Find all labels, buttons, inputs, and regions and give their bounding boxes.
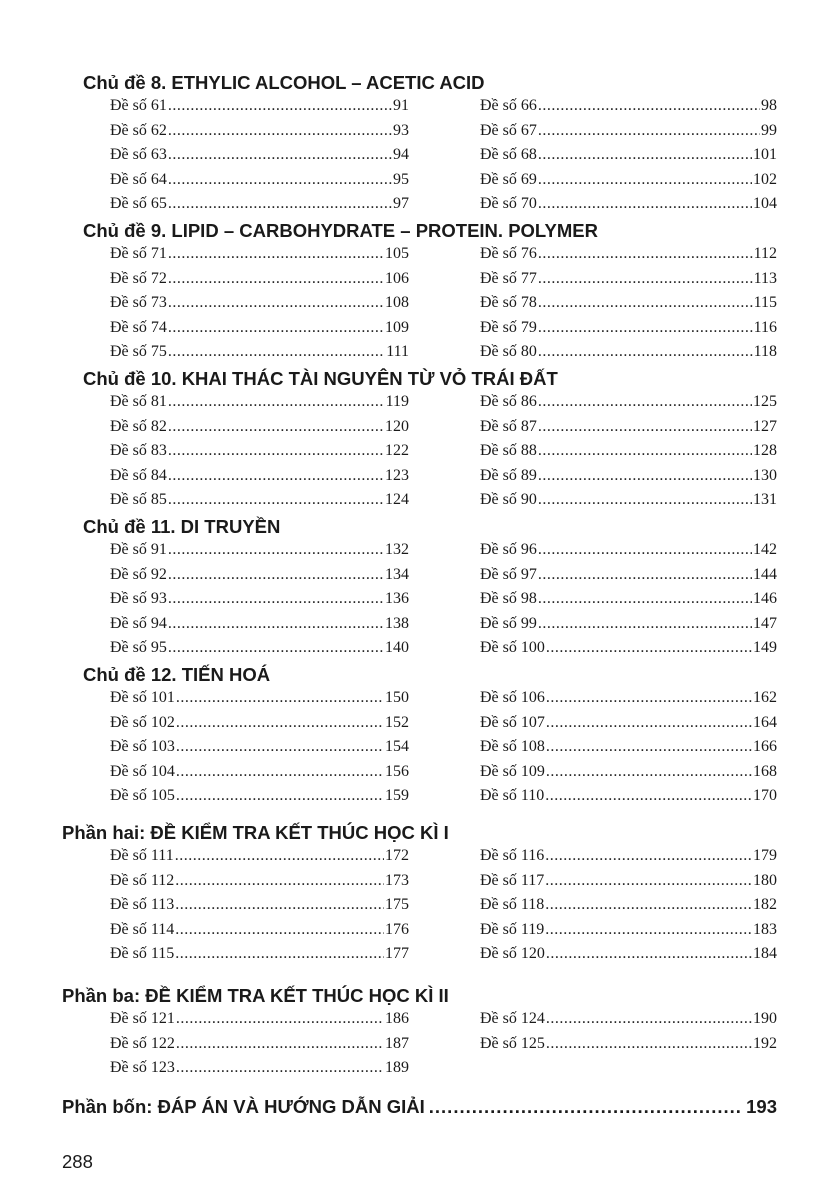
toc-entry[interactable]	[480, 893, 777, 917]
entry-page: 170	[753, 787, 777, 805]
dot-leader	[546, 760, 752, 784]
entry-page: 125	[753, 393, 777, 410]
toc-entry[interactable]	[480, 686, 777, 710]
entry-page: 164	[753, 713, 777, 731]
toc-entry[interactable]	[480, 538, 777, 562]
entry-label: Đề số 110	[480, 787, 545, 805]
dot-leader	[538, 563, 752, 587]
entry-label: Đề số 117	[480, 871, 545, 889]
entry-page: 122	[385, 442, 409, 460]
toc-entry[interactable]	[110, 587, 409, 611]
entry-page: 172	[385, 847, 409, 864]
toc-entry[interactable]	[480, 94, 777, 118]
final-entry-title: Phần bốn: ĐÁP ÁN VÀ HƯỚNG DẪN GIẢI	[62, 1096, 425, 1117]
dot-leader	[176, 711, 384, 735]
dot-leader	[175, 844, 384, 868]
dot-leader	[168, 538, 384, 562]
entry-label: Đề số 64	[110, 170, 167, 188]
dot-leader	[538, 94, 760, 118]
dot-leader	[546, 942, 752, 966]
entry-label: Đề số 107	[480, 713, 545, 731]
entry-label: Đề số 74	[110, 318, 167, 336]
dot-leader	[176, 735, 384, 759]
entry-page: 192	[753, 1034, 777, 1052]
toc-entry[interactable]	[110, 1007, 409, 1031]
entry-label: Đề số 79	[480, 318, 537, 336]
entry-page: 183	[753, 920, 777, 938]
dot-leader	[545, 918, 752, 942]
dot-leader	[176, 1032, 384, 1056]
dot-leader	[175, 942, 384, 966]
entry-label: Đề số 119	[480, 920, 545, 938]
section-heading: Chủ đề 9. LIPID – CARBOHYDRATE – PROTEIN. POLYMER	[83, 220, 598, 241]
entry-page: 108	[385, 294, 409, 312]
entry-page: 176	[385, 920, 409, 938]
toc-entry[interactable]	[110, 735, 409, 759]
toc-entry[interactable]	[110, 711, 409, 735]
entry-label: Đề số 100	[480, 639, 545, 657]
entry-label: Đề số 98	[480, 590, 537, 608]
dot-leader	[168, 415, 384, 439]
entry-page: 104	[753, 195, 777, 213]
dot-leader	[175, 893, 384, 917]
entry-label: Đề số 90	[480, 491, 537, 509]
entry-page: 152	[385, 713, 409, 731]
entry-page: 95	[393, 170, 409, 188]
entry-page: 91	[393, 97, 409, 114]
toc-entry[interactable]	[480, 1032, 777, 1056]
entry-page: 156	[385, 762, 409, 780]
entry-label: Đề số 88	[480, 442, 537, 460]
entry-page: 154	[385, 738, 409, 756]
dot-leader	[538, 439, 752, 463]
entry-label: Đề số 61	[110, 97, 167, 114]
entry-label: Đề số 114	[110, 920, 175, 938]
dot-leader	[545, 893, 752, 917]
entry-page: 132	[385, 541, 409, 558]
dot-leader	[538, 415, 752, 439]
dot-leader	[176, 784, 384, 808]
entry-label: Đề số 95	[110, 639, 167, 657]
entry-label: Đề số 81	[110, 393, 167, 410]
page-number: 288	[62, 1151, 93, 1172]
toc-entry[interactable]	[480, 488, 777, 512]
entry-label: Đề số 75	[110, 343, 167, 361]
dot-leader	[538, 267, 753, 291]
entry-label: Đề số 106	[480, 689, 545, 706]
entry-page: 118	[753, 343, 777, 361]
entry-label: Đề số 91	[110, 541, 167, 558]
toc-entry[interactable]	[480, 711, 777, 735]
dot-leader	[546, 735, 752, 759]
dot-leader	[538, 242, 753, 266]
toc-entry[interactable]	[480, 192, 777, 216]
entry-label: Đề số 124	[480, 1010, 545, 1027]
toc-entry[interactable]	[110, 267, 409, 291]
entry-label: Đề số 109	[480, 762, 545, 780]
entry-label: Đề số 80	[480, 343, 537, 361]
entry-label: Đề số 108	[480, 738, 545, 756]
entry-label: Đề số 116	[480, 847, 545, 864]
entry-label: Đề số 87	[480, 417, 537, 435]
dot-leader	[538, 291, 753, 315]
entry-page: 186	[385, 1010, 409, 1027]
toc-entry[interactable]	[110, 192, 409, 216]
dot-leader	[176, 1007, 384, 1031]
dot-leader	[168, 612, 384, 636]
dot-leader	[538, 168, 752, 192]
toc-entry[interactable]	[110, 464, 409, 488]
entry-label: Đề số 73	[110, 294, 167, 312]
entry-label: Đề số 66	[480, 97, 537, 114]
dot-leader	[168, 242, 384, 266]
entry-page: 162	[753, 689, 777, 706]
entry-page: 113	[753, 269, 777, 287]
entry-label: Đề số 68	[480, 146, 537, 164]
entry-label: Đề số 96	[480, 541, 537, 558]
entry-page: 120	[385, 417, 409, 435]
dot-leader	[546, 686, 752, 710]
entry-page: 127	[753, 417, 777, 435]
dot-leader	[168, 94, 392, 118]
entry-page: 128	[753, 442, 777, 460]
entry-page: 134	[385, 565, 409, 583]
toc-entry[interactable]	[110, 143, 409, 167]
entry-page: 116	[753, 318, 777, 336]
dot-leader	[168, 143, 392, 167]
entry-page: 147	[753, 614, 777, 632]
toc-entry[interactable]	[110, 893, 409, 917]
toc-entry[interactable]	[480, 760, 777, 784]
entry-label: Đề số 120	[480, 945, 545, 963]
toc-entry[interactable]	[480, 291, 777, 315]
entry-page: 105	[385, 245, 409, 262]
dot-leader	[176, 1056, 384, 1080]
dot-leader	[168, 563, 384, 587]
section-heading: Chủ đề 11. DI TRUYỀN	[83, 516, 281, 537]
toc-entry[interactable]	[110, 439, 409, 463]
entry-label: Đề số 85	[110, 491, 167, 509]
toc-entry[interactable]	[110, 119, 409, 143]
toc-entry[interactable]	[480, 143, 777, 167]
entry-label: Đề số 112	[110, 871, 175, 889]
entry-page: 177	[385, 945, 409, 963]
toc-entry[interactable]	[480, 464, 777, 488]
dot-leader	[168, 192, 392, 216]
toc-entry[interactable]	[480, 340, 777, 364]
entry-page: 146	[753, 590, 777, 608]
entry-label: Đề số 62	[110, 121, 167, 139]
entry-label: Đề số 63	[110, 146, 167, 164]
dot-leader	[168, 636, 384, 660]
toc-entry[interactable]	[480, 119, 777, 143]
dot-leader	[168, 168, 392, 192]
dot-leader	[168, 340, 385, 364]
entry-page: 184	[753, 945, 777, 963]
entry-label: Đề số 123	[110, 1059, 175, 1077]
toc-entry[interactable]	[110, 636, 409, 660]
entry-page: 136	[385, 590, 409, 608]
entry-label: Đề số 86	[480, 393, 537, 410]
toc-entry[interactable]	[110, 415, 409, 439]
entry-label: Đề số 93	[110, 590, 167, 608]
dot-leader	[538, 340, 753, 364]
entry-page: 150	[385, 689, 409, 706]
entry-page: 112	[753, 245, 777, 262]
entry-label: Đề số 72	[110, 269, 167, 287]
dot-leader	[168, 587, 384, 611]
toc-entry[interactable]	[480, 784, 777, 808]
entry-label: Đề số 97	[480, 565, 537, 583]
final-entry-page: 193	[746, 1096, 777, 1117]
dot-leader	[168, 488, 384, 512]
entry-page: 144	[753, 565, 777, 583]
toc-entry[interactable]	[480, 563, 777, 587]
toc-entry[interactable]	[480, 636, 777, 660]
dot-leader	[538, 587, 752, 611]
toc-entry[interactable]	[480, 612, 777, 636]
dot-leader	[546, 636, 752, 660]
toc-entry[interactable]	[480, 415, 777, 439]
entry-page: 159	[385, 787, 409, 805]
entry-page: 115	[753, 294, 777, 312]
dot-leader	[168, 464, 384, 488]
entry-page: 189	[385, 1059, 409, 1077]
dot-leader	[168, 316, 384, 340]
section-heading: Phần hai: ĐỀ KIỂM TRA KẾT THÚC HỌC KÌ I	[62, 822, 449, 843]
entry-page: 119	[385, 393, 409, 410]
entry-page: 180	[753, 871, 777, 889]
toc-entry[interactable]	[480, 918, 777, 942]
toc-entry[interactable]	[110, 340, 409, 364]
entry-page: 97	[393, 195, 409, 213]
toc-entry[interactable]	[110, 1056, 409, 1080]
dot-leader	[538, 488, 752, 512]
entry-label: Đề số 125	[480, 1034, 545, 1052]
dot-leader	[168, 267, 384, 291]
toc-entry[interactable]	[110, 168, 409, 192]
entry-label: Đề số 101	[110, 689, 175, 706]
entry-page: 166	[753, 738, 777, 756]
entry-label: Đề số 104	[110, 762, 175, 780]
dot-leader	[175, 869, 384, 893]
dot-leader	[546, 711, 752, 735]
entry-label: Đề số 113	[110, 896, 175, 914]
entry-label: Đề số 103	[110, 738, 175, 756]
entry-label: Đề số 84	[110, 466, 167, 484]
entry-label: Đề số 78	[480, 294, 537, 312]
final-toc-entry[interactable]	[62, 1094, 777, 1120]
entry-page: 149	[753, 639, 777, 657]
toc-entry[interactable]	[110, 488, 409, 512]
dot-leader	[168, 119, 392, 143]
toc-entry[interactable]	[110, 760, 409, 784]
entry-label: Đề số 115	[110, 945, 175, 963]
section-heading: Chủ đề 12. TIẾN HOÁ	[83, 664, 271, 685]
entry-label: Đề số 67	[480, 121, 537, 139]
dot-leader	[538, 192, 752, 216]
toc-entry[interactable]	[480, 844, 777, 868]
entry-page: 101	[753, 146, 777, 164]
toc-entry[interactable]	[110, 612, 409, 636]
toc-entry[interactable]	[480, 869, 777, 893]
section-heading: Chủ đề 10. KHAI THÁC TÀI NGUYÊN TỪ VỎ TRÁI ĐẤT	[83, 368, 558, 389]
entry-page: 99	[761, 121, 777, 139]
entry-page: 187	[385, 1034, 409, 1052]
dot-leader	[545, 869, 752, 893]
dot-leader	[168, 291, 384, 315]
entry-page: 131	[753, 491, 777, 509]
entry-label: Đề số 70	[480, 195, 537, 213]
section-heading: Chủ đề 8. ETHYLIC ALCOHOL – ACETIC ACID	[83, 72, 485, 93]
entry-label: Đề số 89	[480, 466, 537, 484]
toc-entry[interactable]	[480, 242, 777, 266]
toc-entry[interactable]	[110, 242, 409, 266]
dot-leader	[546, 1032, 752, 1056]
toc-entry[interactable]	[480, 316, 777, 340]
dot-leader	[546, 1007, 752, 1031]
entry-page: 175	[385, 896, 409, 914]
toc-entry[interactable]	[480, 1007, 777, 1031]
toc-entry[interactable]	[110, 918, 409, 942]
entry-page: 93	[393, 121, 409, 139]
dot-leader	[538, 316, 753, 340]
entry-page: 123	[385, 466, 409, 484]
entry-label: Đề số 121	[110, 1010, 175, 1027]
dot-leader	[538, 143, 752, 167]
dot-leader	[168, 439, 384, 463]
toc-entry[interactable]	[110, 844, 409, 868]
toc-entry[interactable]	[110, 291, 409, 315]
entry-page: 94	[393, 146, 409, 164]
toc-entry[interactable]	[480, 735, 777, 759]
entry-page: 142	[753, 541, 777, 558]
entry-label: Đề số 105	[110, 787, 175, 805]
entry-label: Đề số 69	[480, 170, 537, 188]
dot-leader	[429, 1094, 740, 1120]
entry-page: 109	[385, 318, 409, 336]
toc-entry[interactable]	[110, 942, 409, 966]
toc-entry[interactable]	[480, 390, 777, 414]
entry-page: 190	[753, 1010, 777, 1027]
toc-entry[interactable]	[480, 267, 777, 291]
dot-leader	[176, 760, 384, 784]
entry-page: 138	[385, 614, 409, 632]
dot-leader	[538, 538, 752, 562]
section-heading: Phần ba: ĐỀ KIỂM TRA KẾT THÚC HỌC KÌ II	[62, 985, 449, 1006]
entry-page: 173	[385, 871, 409, 889]
entry-label: Đề số 111	[110, 847, 174, 864]
dot-leader	[545, 844, 752, 868]
entry-label: Đề số 76	[480, 245, 537, 262]
toc-entry[interactable]	[480, 942, 777, 966]
dot-leader	[538, 464, 752, 488]
entry-page: 98	[761, 97, 777, 114]
toc-entry[interactable]	[110, 538, 409, 562]
toc-entry[interactable]	[480, 168, 777, 192]
entry-label: Đề số 77	[480, 269, 537, 287]
entry-label: Đề số 83	[110, 442, 167, 460]
dot-leader	[538, 390, 752, 414]
toc-entry[interactable]	[110, 563, 409, 587]
dot-leader	[175, 918, 384, 942]
dot-leader	[538, 119, 760, 143]
entry-page: 182	[753, 896, 777, 914]
toc-entry[interactable]	[110, 94, 409, 118]
entry-page: 130	[753, 466, 777, 484]
entry-label: Đề số 102	[110, 713, 175, 731]
toc-entry[interactable]	[110, 686, 409, 710]
entry-label: Đề số 99	[480, 614, 537, 632]
toc-entry[interactable]	[480, 439, 777, 463]
entry-label: Đề số 118	[480, 896, 545, 914]
entry-page: 124	[385, 491, 409, 509]
toc-entry[interactable]	[480, 587, 777, 611]
dot-leader	[176, 686, 384, 710]
dot-leader	[545, 784, 752, 808]
entry-page: 102	[753, 170, 777, 188]
entry-page: 140	[385, 639, 409, 657]
entry-label: Đề số 122	[110, 1034, 175, 1052]
entry-page: 168	[753, 762, 777, 780]
dot-leader	[168, 390, 385, 414]
toc-entry[interactable]	[110, 390, 409, 414]
entry-page: 179	[753, 847, 777, 864]
entry-page: 106	[385, 269, 409, 287]
entry-label: Đề số 92	[110, 565, 167, 583]
toc-entry[interactable]	[110, 784, 409, 808]
entry-label: Đề số 94	[110, 614, 167, 632]
toc-entry[interactable]	[110, 316, 409, 340]
toc-entry[interactable]	[110, 869, 409, 893]
dot-leader	[538, 612, 752, 636]
entry-page: 111	[386, 343, 409, 361]
entry-label: Đề số 65	[110, 195, 167, 213]
entry-label: Đề số 82	[110, 417, 167, 435]
entry-label: Đề số 71	[110, 245, 167, 262]
toc-entry[interactable]	[110, 1032, 409, 1056]
